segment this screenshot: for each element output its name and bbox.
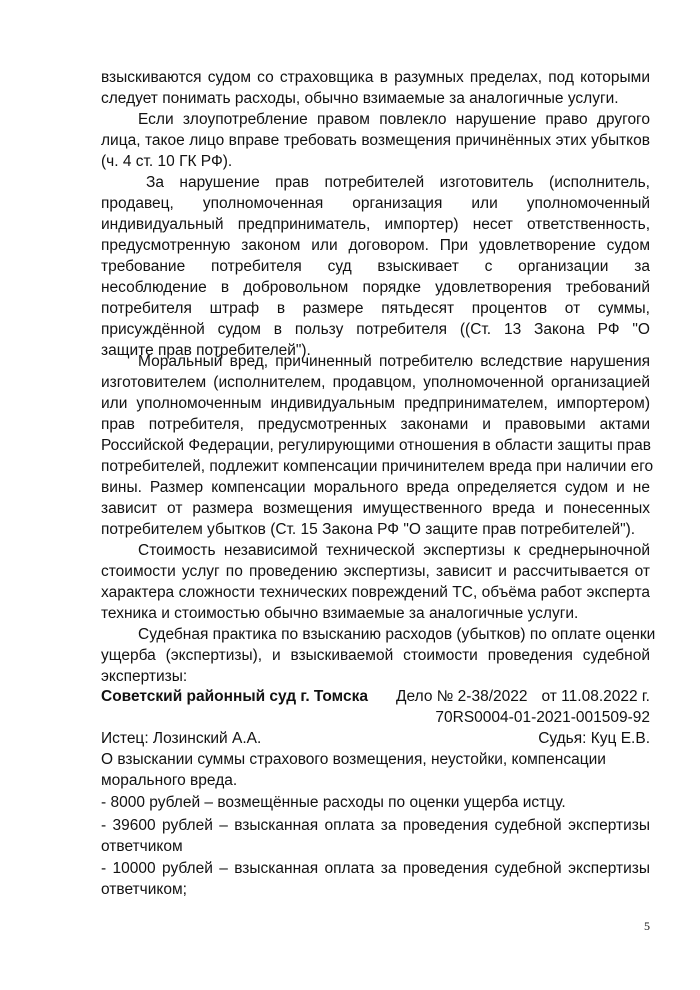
paragraph-line: Судебная практика по взысканию расходов (убытков) по оплате оценки: [138, 626, 656, 643]
paragraph-line: лица, такое лицо вправе требовать возмещения причинённых этих убытков: [101, 132, 650, 149]
paragraph-line: защите прав потребителей").: [101, 342, 311, 359]
paragraph-line: взыскиваются судом со страховщика в разумных пределах, под которыми: [101, 69, 650, 86]
case-date: от 11.08.2022 г.: [541, 688, 650, 705]
paragraph-line: изготовителем (исполнителем, продавцом, уполномоченной организацией: [101, 374, 650, 391]
paragraph-line: потребителем убытков (Ст. 15 Закона РФ "О защите прав потребителей").: [101, 521, 636, 538]
court-name: Советский районный суд г. Томска: [101, 688, 368, 705]
list-item-continuation: ответчиком: [101, 838, 183, 855]
paragraph-line: потребителя штраф в размере пятьдесят процентов от суммы,: [101, 300, 650, 317]
paragraph-line: зависит от размера возмещения имущественного вреда и понесенных: [101, 500, 650, 517]
paragraph-line: Российской Федерации, регулирующими отношения в области защиты прав: [101, 437, 651, 454]
paragraph-line: стоимости услуг по проведению экспертизы, зависит и рассчитывается от: [101, 563, 650, 580]
paragraph-line: потребителей, подлежит компенсации причинителем вреда при наличии его: [101, 458, 654, 475]
paragraph-line: вины. Размер компенсации морального вреда определяется судом и не: [101, 479, 650, 496]
paragraph-line: За нарушение прав потребителей изготовитель (исполнитель,: [146, 174, 650, 191]
list-item: - 8000 рублей – возмещённые расходы по оценки ущерба истцу.: [101, 794, 566, 811]
judge: Судья: Куц Е.В.: [538, 730, 650, 747]
paragraph-line: Стоимость независимой технической экспертизы к среднерыночной: [138, 542, 650, 559]
paragraph-line: присуждённой судом в пользу потребителя ((Ст. 13 Закона РФ "О: [101, 321, 650, 338]
case-uid: 70RS0004-01-2021-001509-92: [435, 709, 650, 726]
paragraph-line: экспертизы:: [101, 668, 188, 685]
plaintiff: Истец: Лозинский А.А.: [101, 730, 262, 747]
paragraph-line: продавец, уполномоченная организация или уполномоченный: [101, 195, 650, 212]
page-number: 5: [644, 919, 650, 933]
case-subject-line: О взыскании суммы страхового возмещения, неустойки, компенсации: [101, 751, 606, 768]
paragraph-line: техника и стоимостью обычно взимаемые за аналогичные услуги.: [101, 605, 579, 622]
paragraph-line: прав потребителя, предусмотренных законами и правовыми актами: [101, 416, 650, 433]
paragraph-line: Моральный вред, причиненный потребителю вследствие нарушения: [138, 353, 650, 370]
list-item: - 39600 рублей – взысканная оплата за проведения судебной экспертизы: [101, 817, 650, 834]
paragraph-line: требование потребителя суд взыскивает с организации за: [101, 258, 650, 275]
case-number: Дело № 2-38/2022: [396, 688, 528, 705]
paragraph-line: предусмотренную законом или договором. При удовлетворение судом: [101, 237, 650, 254]
paragraph-line: характера сложности технических повреждений ТС, объёма работ эксперта: [101, 584, 650, 601]
case-subject-line: морального вреда.: [101, 772, 238, 789]
paragraph-line: ущерба (экспертизы), и взыскиваемой стоимости проведения судебной: [101, 647, 650, 664]
list-item-continuation: ответчиком;: [101, 881, 187, 898]
paragraph-line: Если злоупотребление правом повлекло нарушение право другого: [138, 111, 650, 128]
list-item: - 10000 рублей – взысканная оплата за проведения судебной экспертизы: [101, 860, 650, 877]
paragraph-line: следует понимать расходы, обычно взимаемые за аналогичные услуги.: [101, 90, 619, 107]
paragraph-line: (ч. 4 ст. 10 ГК РФ).: [101, 153, 233, 170]
paragraph-line: несоблюдение в добровольном порядке удовлетворения требований: [101, 279, 650, 296]
paragraph-line: или уполномоченным индивидуальным предпринимателем, импортером): [101, 395, 650, 412]
paragraph-line: индивидуальный предприниматель, импортер) несет ответственность,: [101, 216, 650, 233]
